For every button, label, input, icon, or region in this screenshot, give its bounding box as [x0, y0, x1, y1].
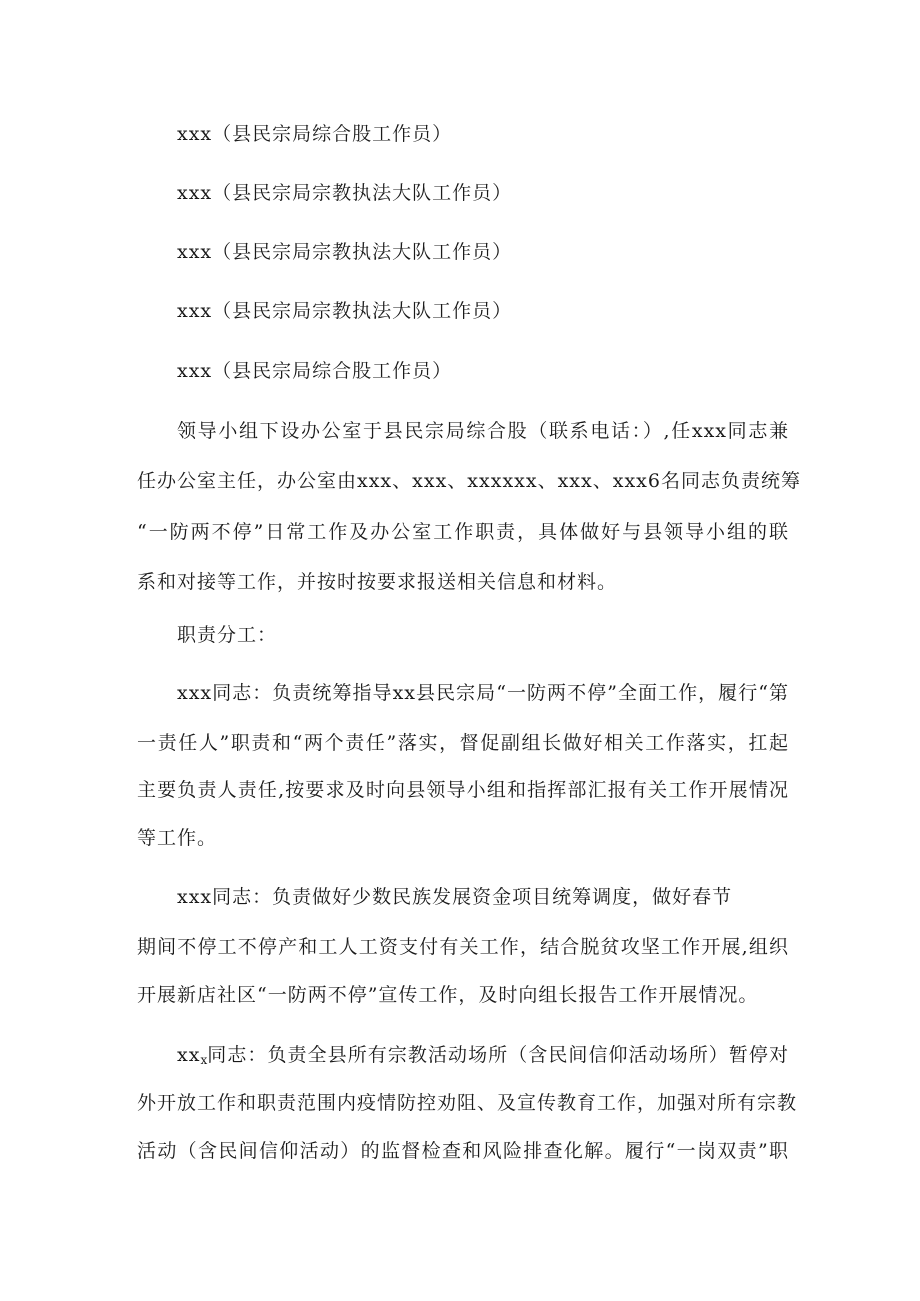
duty-2-line-2: 期间不停工不停产和工人工资支付有关工作，结合脱贫攻坚工作开展,组织 — [137, 936, 789, 958]
duty-3-line-3: 活动（含民间信仰活动）的监督检查和风险排查化解。履行“一岗双责”职 — [137, 1140, 789, 1162]
member-line-5: xxx（县民宗局综合股工作员） — [177, 360, 453, 382]
duty-2-line-3: 开展新店社区“一防两不停”宣传工作，及时向组长报告工作开展情况。 — [137, 984, 759, 1006]
office-paragraph-line-1: 领导小组下设办公室于县民宗局综合股（联系电话：）,任xxx同志兼 — [177, 420, 789, 442]
duty-2-line-1: xxx同志：负责做好少数民族发展资金项目统筹调度，做好春节 — [177, 886, 733, 908]
office-paragraph-line-3: “一防两不停”日常工作及办公室工作职责，具体做好与县领导小组的联 — [137, 521, 789, 543]
duty-1-line-2: 一责任人”职责和“两个责任”落实，督促副组长做好相关工作落实，扛起 — [137, 732, 789, 754]
member-line-2: xxx（县民宗局宗教执法大队工作员） — [177, 182, 513, 204]
duty-3-line-1-text: 同志：负责全县所有宗教活动场所（含民间信仰活动场所）暂停对 — [207, 1044, 789, 1066]
office-paragraph-line-2: 任办公室主任，办公室由xxx、xxx、xxxxxx、xxx、xxx6名同志负责统筹 — [137, 470, 801, 492]
duty-3-lead-subscript: x — [200, 1053, 208, 1067]
office-paragraph-line-4: 系和对接等工作，并按时按要求报送相关信息和材料。 — [137, 571, 618, 593]
duty-1-line-1: xxx同志：负责统筹指导xx县民宗局“一防两不停”全面工作，履行“第 — [177, 682, 789, 704]
duties-heading: 职责分工： — [177, 624, 278, 646]
duty-1-line-4: 等工作。 — [137, 827, 218, 849]
member-line-4: xxx（县民宗局宗教执法大队工作员） — [177, 300, 513, 322]
member-line-1: xxx（县民宗局综合股工作员） — [177, 123, 453, 145]
duty-3-line-2: 外开放工作和职责范围内疫情防控劝阻、及宣传教育工作，加强对所有宗教 — [137, 1092, 798, 1114]
member-line-3: xxx（县民宗局宗教执法大队工作员） — [177, 241, 513, 263]
duty-3-line-1 — [177, 1043, 789, 1072]
duty-3-lead: xx — [177, 1044, 201, 1066]
duty-1-line-3: 主要负责人责任,按要求及时向县领导小组和指挥部汇报有关工作开展情况 — [137, 779, 789, 801]
